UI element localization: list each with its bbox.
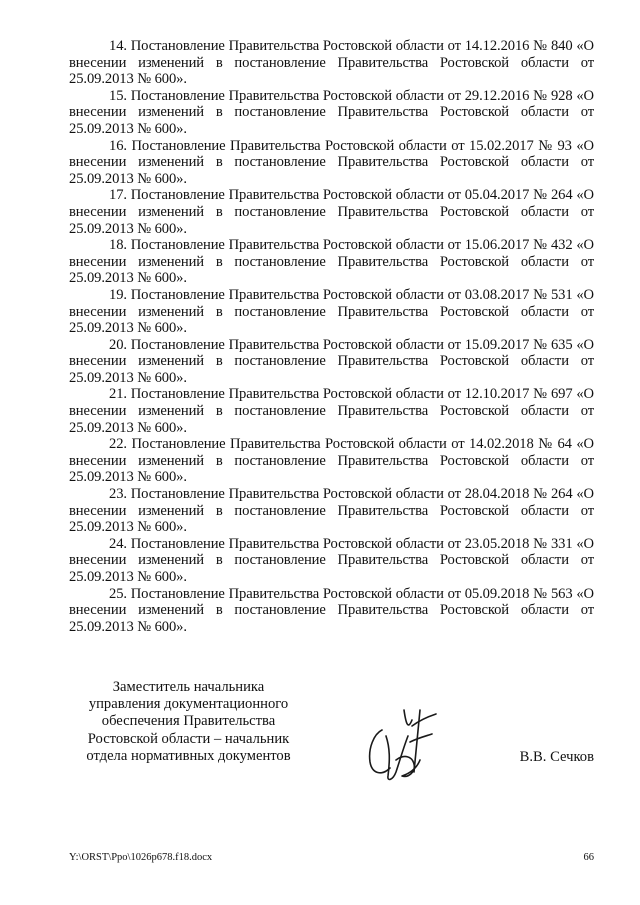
- list-item: 22. Постановление Правительства Ростовской области от 14.02.2018 № 64 «О внесении изменений в постановление Правительства Ростовской области от 25.09.2013 № 600».: [69, 436, 594, 486]
- list-item: 19. Постановление Правительства Ростовской области от 03.08.2017 № 531 «О внесении изменений в постановление Правительства Ростовской области от 25.09.2013 № 600».: [69, 286, 594, 337]
- list-item: 18. Постановление Правительства Ростовской области от 15.06.2017 № 432 «О внесении изменений в постановление Правительства Ростовской области от 25.09.2013 № 600».: [69, 237, 594, 287]
- list-item: 24. Постановление Правительства Ростовской области от 23.05.2018 № 331 «О внесении изменений в постановление Правительства Ростовской области от 25.09.2013 № 600».: [69, 535, 594, 585]
- signer-name: В.В. Сечков: [519, 749, 594, 765]
- file-path: Y:\ORST\Ppo\1026p678.f18.docx: [69, 852, 213, 863]
- list-item: 14. Постановление Правительства Ростовской области от 14.12.2016 № 840 «О внесении изменений в постановление Правительства Ростовской области от 25.09.2013 № 600».: [69, 38, 594, 88]
- position-line: Заместитель начальника: [112, 679, 265, 695]
- signatory-position: [60, 679, 317, 765]
- position-line: управления документационного: [88, 696, 289, 713]
- position-line: отдела нормативных документов: [86, 747, 291, 764]
- page-number: 66: [583, 852, 594, 863]
- list-item: 23. Постановление Правительства Ростовской области от 28.04.2018 № 264 «О внесении изменений в постановление Правительства Ростовской области от 25.09.2013 № 600».: [69, 486, 594, 536]
- list-item: 20. Постановление Правительства Ростовской области от 15.09.2017 № 635 «О внесении изменений в постановление Правительства Ростовской области от 25.09.2013 № 600».: [69, 336, 594, 386]
- handwritten-signature: [360, 690, 440, 790]
- list-item: 15. Постановление Правительства Ростовской области от 29.12.2016 № 928 «О внесении изменений в постановление Правительства Ростовской области от 25.09.2013 № 600».: [69, 87, 594, 137]
- position-line: обеспечения Правительства: [101, 713, 276, 730]
- list-item: 21. Постановление Правительства Ростовской области от 12.10.2017 № 697 «О внесении изменений в постановление Правительства Ростовской области от 25.09.2013 № 600».: [69, 386, 594, 436]
- position-line: Ростовской области – начальник: [87, 730, 290, 747]
- list-item: 17. Постановление Правительства Ростовской области от 05.04.2017 № 264 «О внесении изменений в постановление Правительства Ростовской области от 25.09.2013 № 600».: [69, 187, 594, 237]
- list-item: 16. Постановление Правительства Ростовской области от 15.02.2017 № 93 «О внесении изменений в постановление Правительства Ростовской области от 25.09.2013 № 600».: [69, 137, 594, 187]
- list-item: 25. Постановление Правительства Ростовской области от 05.09.2018 № 563 «О внесении изменений в постановление Правительства Ростовской области от 25.09.2013 № 600».: [69, 585, 594, 635]
- regulation-list: [69, 38, 594, 635]
